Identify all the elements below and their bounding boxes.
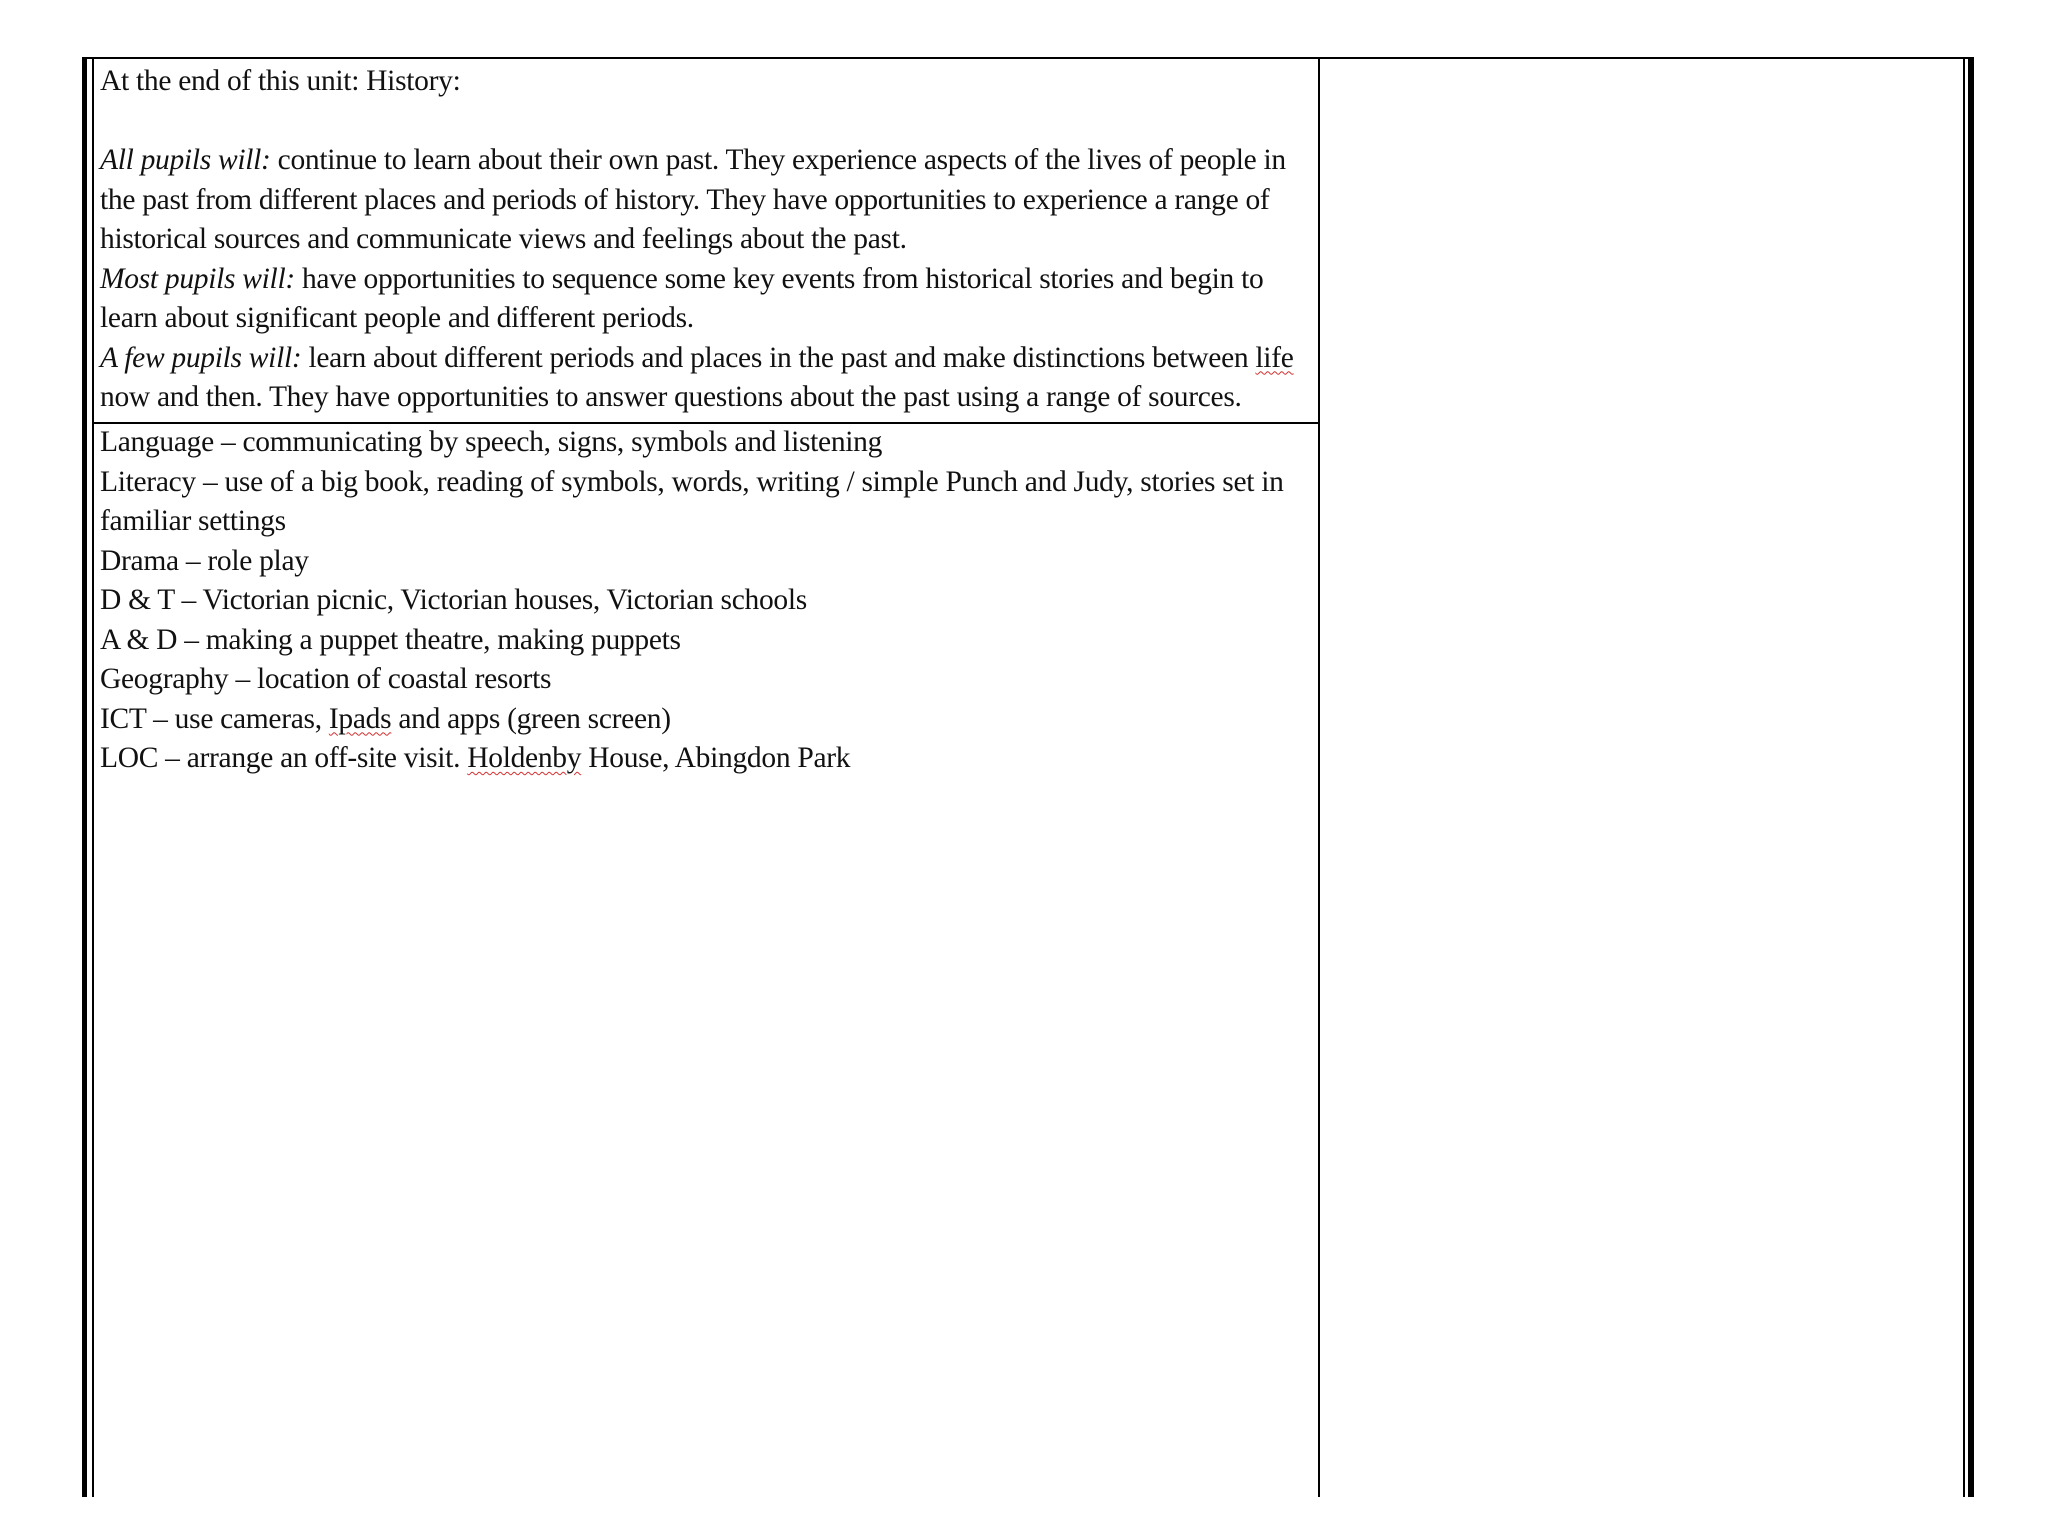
table-left-border-inner [92,57,94,1497]
geography-line: Geography – location of coastal resorts [100,663,552,695]
all-pupils-label: All pupils will: [100,144,271,176]
spellcheck-flag-holdenby: Holdenby [467,742,582,774]
few-pupils-line-1: A few pupils will: learn about different periods and places in the past and make distinctions between life [100,341,1294,374]
most-pupils-label: Most pupils will: [100,262,295,295]
ict-line: ICT – use cameras, Ipads and apps (green screen) [100,702,671,735]
spellcheck-flag-ipads: Ipads [328,702,392,735]
blank-line [100,102,1310,142]
drama-line: Drama – role play [100,544,309,577]
all-pupils-line-2: the past from different places and periods of history. They have opportunities to experience a range of [100,183,1270,216]
empty-right-column [1320,59,1963,1497]
table-left-border-outer [82,57,87,1497]
language-line: Language – communicating by speech, signs, symbols and listening [100,426,883,458]
spellcheck-flag-life: life [1255,341,1294,374]
table-right-border-inner [1963,57,1965,1497]
ad-line: A & D – making a puppet theatre, making puppets [100,623,681,656]
loc-line: LOC – arrange an off-site visit. Holdenby House, Abingdon Park [100,742,851,774]
history-heading: At the end of this unit: History: [100,65,461,97]
history-outcomes-cell [100,62,1310,418]
few-pupils-line-2: now and then. They have opportunities to answer questions about the past using a range of sources. [100,381,1242,413]
few-pupils-label: A few pupils will: [100,341,302,374]
most-pupils-line-1: Most pupils will: have opportunities to sequence some key events from historical stories and begin to [100,262,1264,295]
most-pupils-line-2: learn about significant people and different periods. [100,302,694,334]
literacy-line-2: familiar settings [100,505,286,537]
all-pupils-line-3: historical sources and communicate views and feelings about the past. [100,223,907,255]
literacy-line-1: Literacy – use of a big book, reading of symbols, words, writing / simple Punch and Judy, stories set in [100,465,1284,498]
cross-curricular-cell [100,423,1310,779]
all-pupils-line-1: All pupils will: continue to learn about their own past. They experience aspects of the lives of people in [100,144,1286,176]
table-right-border-outer [1968,57,1974,1497]
dt-line: D & T – Victorian picnic, Victorian houses, Victorian schools [100,584,807,616]
